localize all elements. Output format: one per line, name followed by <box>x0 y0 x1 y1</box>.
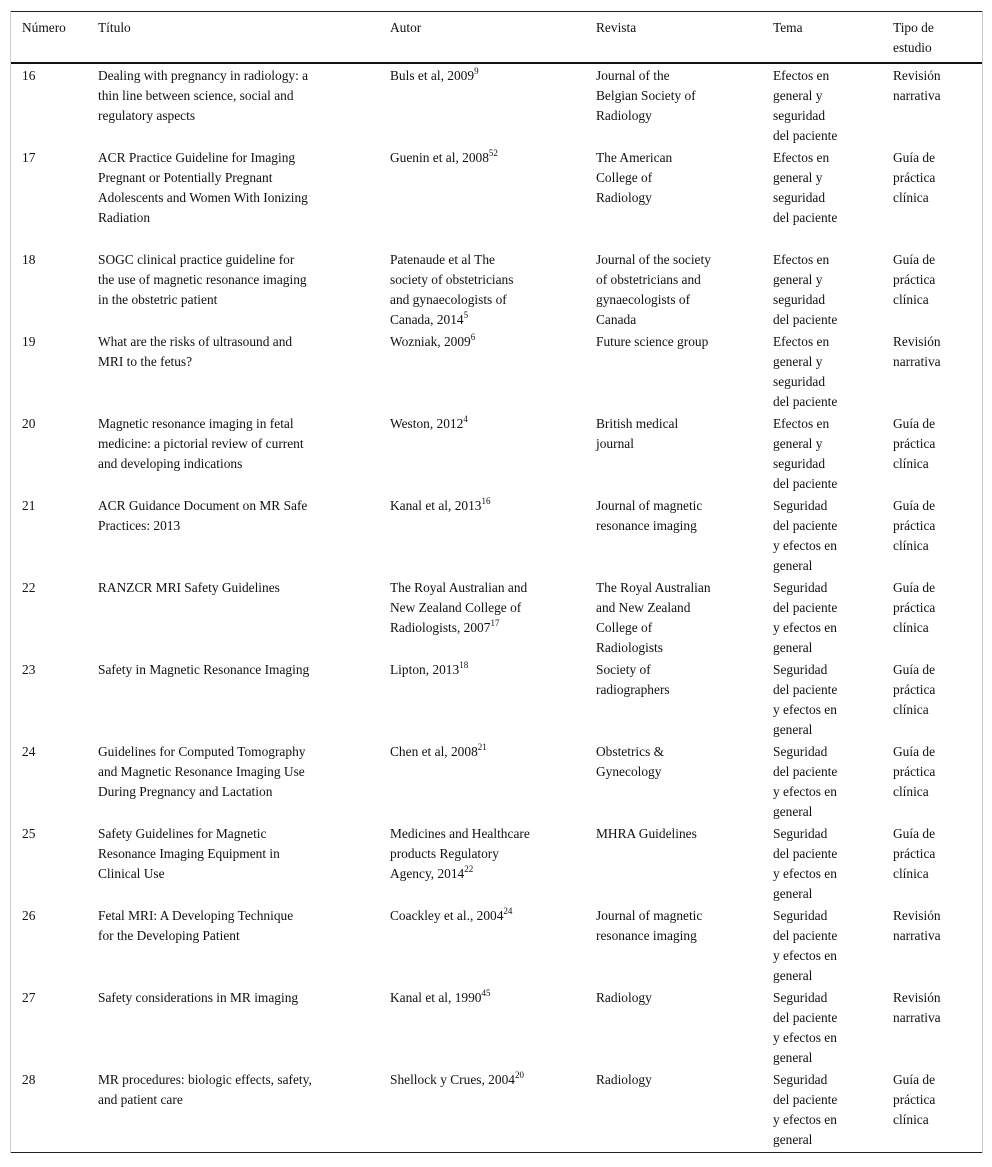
table-row <box>11 146 982 248</box>
author-text: Weston, 2012 <box>390 416 464 431</box>
cell-tipo: Revisión narrativa <box>893 908 941 943</box>
cell-revista: Radiology <box>596 990 652 1005</box>
reference-superscript: 20 <box>514 1070 524 1080</box>
cell-autor <box>379 494 585 576</box>
header-titulo: Título <box>87 12 379 64</box>
cell-revista: Radiology <box>585 1068 762 1153</box>
cell-tipo: Guía de práctica clínica <box>893 416 936 471</box>
cell-tema: Seguridad del paciente y efectos en general <box>762 1068 882 1153</box>
table-row <box>11 986 982 1068</box>
cell-tipo: Revisión narrativa <box>893 334 941 369</box>
author-text: Medicines and Healthcare products Regulatory Agency, 2014 <box>390 826 530 881</box>
cell-tipo: Guía de práctica clínica <box>893 580 936 635</box>
cell-autor <box>379 146 585 248</box>
cell-titulo: Guidelines for Computed Tomography and Magnetic Resonance Imaging Use During Pregnancy and Lactation <box>98 744 306 799</box>
reference-superscript: 18 <box>459 660 469 670</box>
cell-numero: 23 <box>22 662 36 677</box>
reference-superscript: 24 <box>503 906 513 916</box>
reference-superscript: 22 <box>464 864 474 874</box>
cell-numero: 20 <box>22 416 36 431</box>
cell-revista: Journal of the society of obstetricians and gynaecologists of Canada <box>596 252 711 327</box>
cell-revista: Society of radiographers <box>596 662 670 697</box>
cell-autor <box>379 412 585 494</box>
cell-numero: 27 <box>22 990 36 1005</box>
cell-revista: Obstetrics & Gynecology <box>596 744 665 779</box>
cell-tema: Seguridad del paciente y efectos en general <box>773 498 838 573</box>
cell-revista: British medical journal <box>596 416 679 451</box>
table-row <box>11 494 982 576</box>
cell-autor <box>379 986 585 1068</box>
cell-tipo: Guía de práctica clínica <box>893 744 936 799</box>
cell-titulo: Magnetic resonance imaging in fetal medicine: a pictorial review of current and developing indications <box>98 416 304 471</box>
references-table-container <box>10 11 983 1153</box>
references-table <box>11 11 982 1153</box>
cell-titulo: What are the risks of ultrasound and MRI to the fetus? <box>98 334 293 369</box>
cell-tema: Seguridad del paciente y efectos en general <box>773 744 838 819</box>
cell-tipo: Revisión narrativa <box>893 990 941 1025</box>
reference-superscript: 6 <box>470 332 476 342</box>
cell-titulo: Fetal MRI: A Developing Technique for the Developing Patient <box>98 908 294 943</box>
author-text: Shellock y Crues, 2004 <box>390 1072 515 1087</box>
author-text: The Royal Australian and New Zealand College of Radiologists, 2007 <box>390 580 528 635</box>
author-text: Wozniak, 2009 <box>390 334 471 349</box>
cell-autor <box>379 576 585 658</box>
cell-autor <box>379 658 585 740</box>
reference-superscript: 5 <box>463 310 469 320</box>
table-row <box>11 248 982 330</box>
cell-numero: 26 <box>22 908 36 923</box>
cell-titulo: ACR Guidance Document on MR Safe Practices: 2013 <box>98 498 308 533</box>
cell-revista: The American College of Radiology <box>596 150 673 205</box>
author-text: Coackley et al., 2004 <box>390 908 504 923</box>
header-row <box>11 12 982 64</box>
cell-autor <box>379 740 585 822</box>
cell-numero: 25 <box>22 826 36 841</box>
cell-tipo: Guía de práctica clínica <box>893 498 936 553</box>
cell-numero: 19 <box>22 334 36 349</box>
cell-tema: Efectos en general y seguridad del paciente <box>773 416 838 491</box>
cell-tema: Efectos en general y seguridad del paciente <box>773 334 838 409</box>
cell-tipo: Guía de práctica clínica <box>893 662 936 717</box>
header-autor: Autor <box>379 12 585 64</box>
cell-tema: Efectos en general y seguridad del paciente <box>773 150 838 225</box>
cell-revista: Journal of magnetic resonance imaging <box>596 908 703 943</box>
cell-titulo: Dealing with pregnancy in radiology: a thin line between science, social and regulatory aspects <box>98 68 309 123</box>
cell-tema: Seguridad del paciente y efectos en general <box>773 990 838 1065</box>
cell-autor <box>379 904 585 986</box>
table-row <box>11 330 982 412</box>
cell-revista: Future science group <box>596 334 709 349</box>
table-row <box>11 904 982 986</box>
table-row <box>11 1068 982 1153</box>
author-text: Kanal et al, 1990 <box>390 990 482 1005</box>
author-text: Patenaude et al The society of obstetricians and gynaecologists of Canada, 2014 <box>390 252 514 327</box>
cell-numero: 17 <box>22 150 36 165</box>
cell-tipo: Guía de práctica clínica <box>893 150 936 205</box>
author-text: Buls et al, 2009 <box>390 68 475 83</box>
reference-superscript: 52 <box>488 148 498 158</box>
cell-autor <box>379 1068 585 1153</box>
cell-titulo: Safety considerations in MR imaging <box>98 990 299 1005</box>
reference-superscript: 17 <box>490 618 500 628</box>
cell-revista: MHRA Guidelines <box>596 826 697 841</box>
cell-titulo: MR procedures: biologic effects, safety, and patient care <box>87 1068 379 1153</box>
cell-autor <box>379 63 585 146</box>
cell-numero: 22 <box>22 580 36 595</box>
cell-autor <box>379 330 585 412</box>
cell-tema: Efectos en general y seguridad del paciente <box>773 68 838 143</box>
author-text: Lipton, 2013 <box>390 662 460 677</box>
cell-titulo: Safety Guidelines for Magnetic Resonance Imaging Equipment in Clinical Use <box>98 826 280 881</box>
cell-tema: Efectos en general y seguridad del paciente <box>773 252 838 327</box>
cell-tipo: Revisión narrativa <box>893 68 941 103</box>
header-tema: Tema <box>762 12 882 64</box>
cell-titulo: ACR Practice Guideline for Imaging Pregnant or Potentially Pregnant Adolescents and Women With Ionizing Radiation <box>98 150 308 225</box>
reference-superscript: 45 <box>481 988 491 998</box>
cell-autor <box>379 822 585 904</box>
reference-superscript: 21 <box>477 742 487 752</box>
cell-numero: 16 <box>22 68 36 83</box>
author-text: Kanal et al, 2013 <box>390 498 482 513</box>
cell-revista: The Royal Australian and New Zealand College of Radiologists <box>596 580 711 655</box>
header-numero: Número <box>11 12 87 64</box>
cell-numero: 28 <box>11 1068 87 1153</box>
header-tipo: Tipo de estudio <box>882 12 982 64</box>
cell-revista: Journal of magnetic resonance imaging <box>596 498 703 533</box>
cell-numero: 18 <box>22 252 36 267</box>
reference-superscript: 9 <box>474 66 479 76</box>
reference-superscript: 4 <box>463 414 468 424</box>
cell-numero: 24 <box>22 744 36 759</box>
cell-tema: Seguridad del paciente y efectos en general <box>773 662 838 737</box>
cell-autor <box>379 248 585 330</box>
table-row <box>11 412 982 494</box>
cell-titulo: RANZCR MRI Safety Guidelines <box>98 580 280 595</box>
table-row <box>11 576 982 658</box>
cell-tema: Seguridad del paciente y efectos en general <box>773 826 838 901</box>
table-row <box>11 63 982 146</box>
cell-tipo: Guía de práctica clínica <box>893 826 936 881</box>
cell-numero: 21 <box>22 498 36 513</box>
cell-tema: Seguridad del paciente y efectos en general <box>773 908 838 983</box>
cell-revista: Journal of the Belgian Society of Radiology <box>596 68 696 123</box>
author-text: Chen et al, 2008 <box>390 744 478 759</box>
table-row <box>11 822 982 904</box>
header-revista: Revista <box>585 12 762 64</box>
author-text: Guenin et al, 2008 <box>390 150 489 165</box>
table-row <box>11 740 982 822</box>
cell-titulo: SOGC clinical practice guideline for the use of magnetic resonance imaging in the obstetric patient <box>98 252 307 307</box>
reference-superscript: 16 <box>481 496 491 506</box>
cell-titulo: Safety in Magnetic Resonance Imaging <box>98 662 310 677</box>
cell-tema: Seguridad del paciente y efectos en general <box>773 580 838 655</box>
cell-tipo: Guía de práctica clínica <box>882 1068 982 1153</box>
cell-tipo: Guía de práctica clínica <box>893 252 936 307</box>
table-row <box>11 658 982 740</box>
